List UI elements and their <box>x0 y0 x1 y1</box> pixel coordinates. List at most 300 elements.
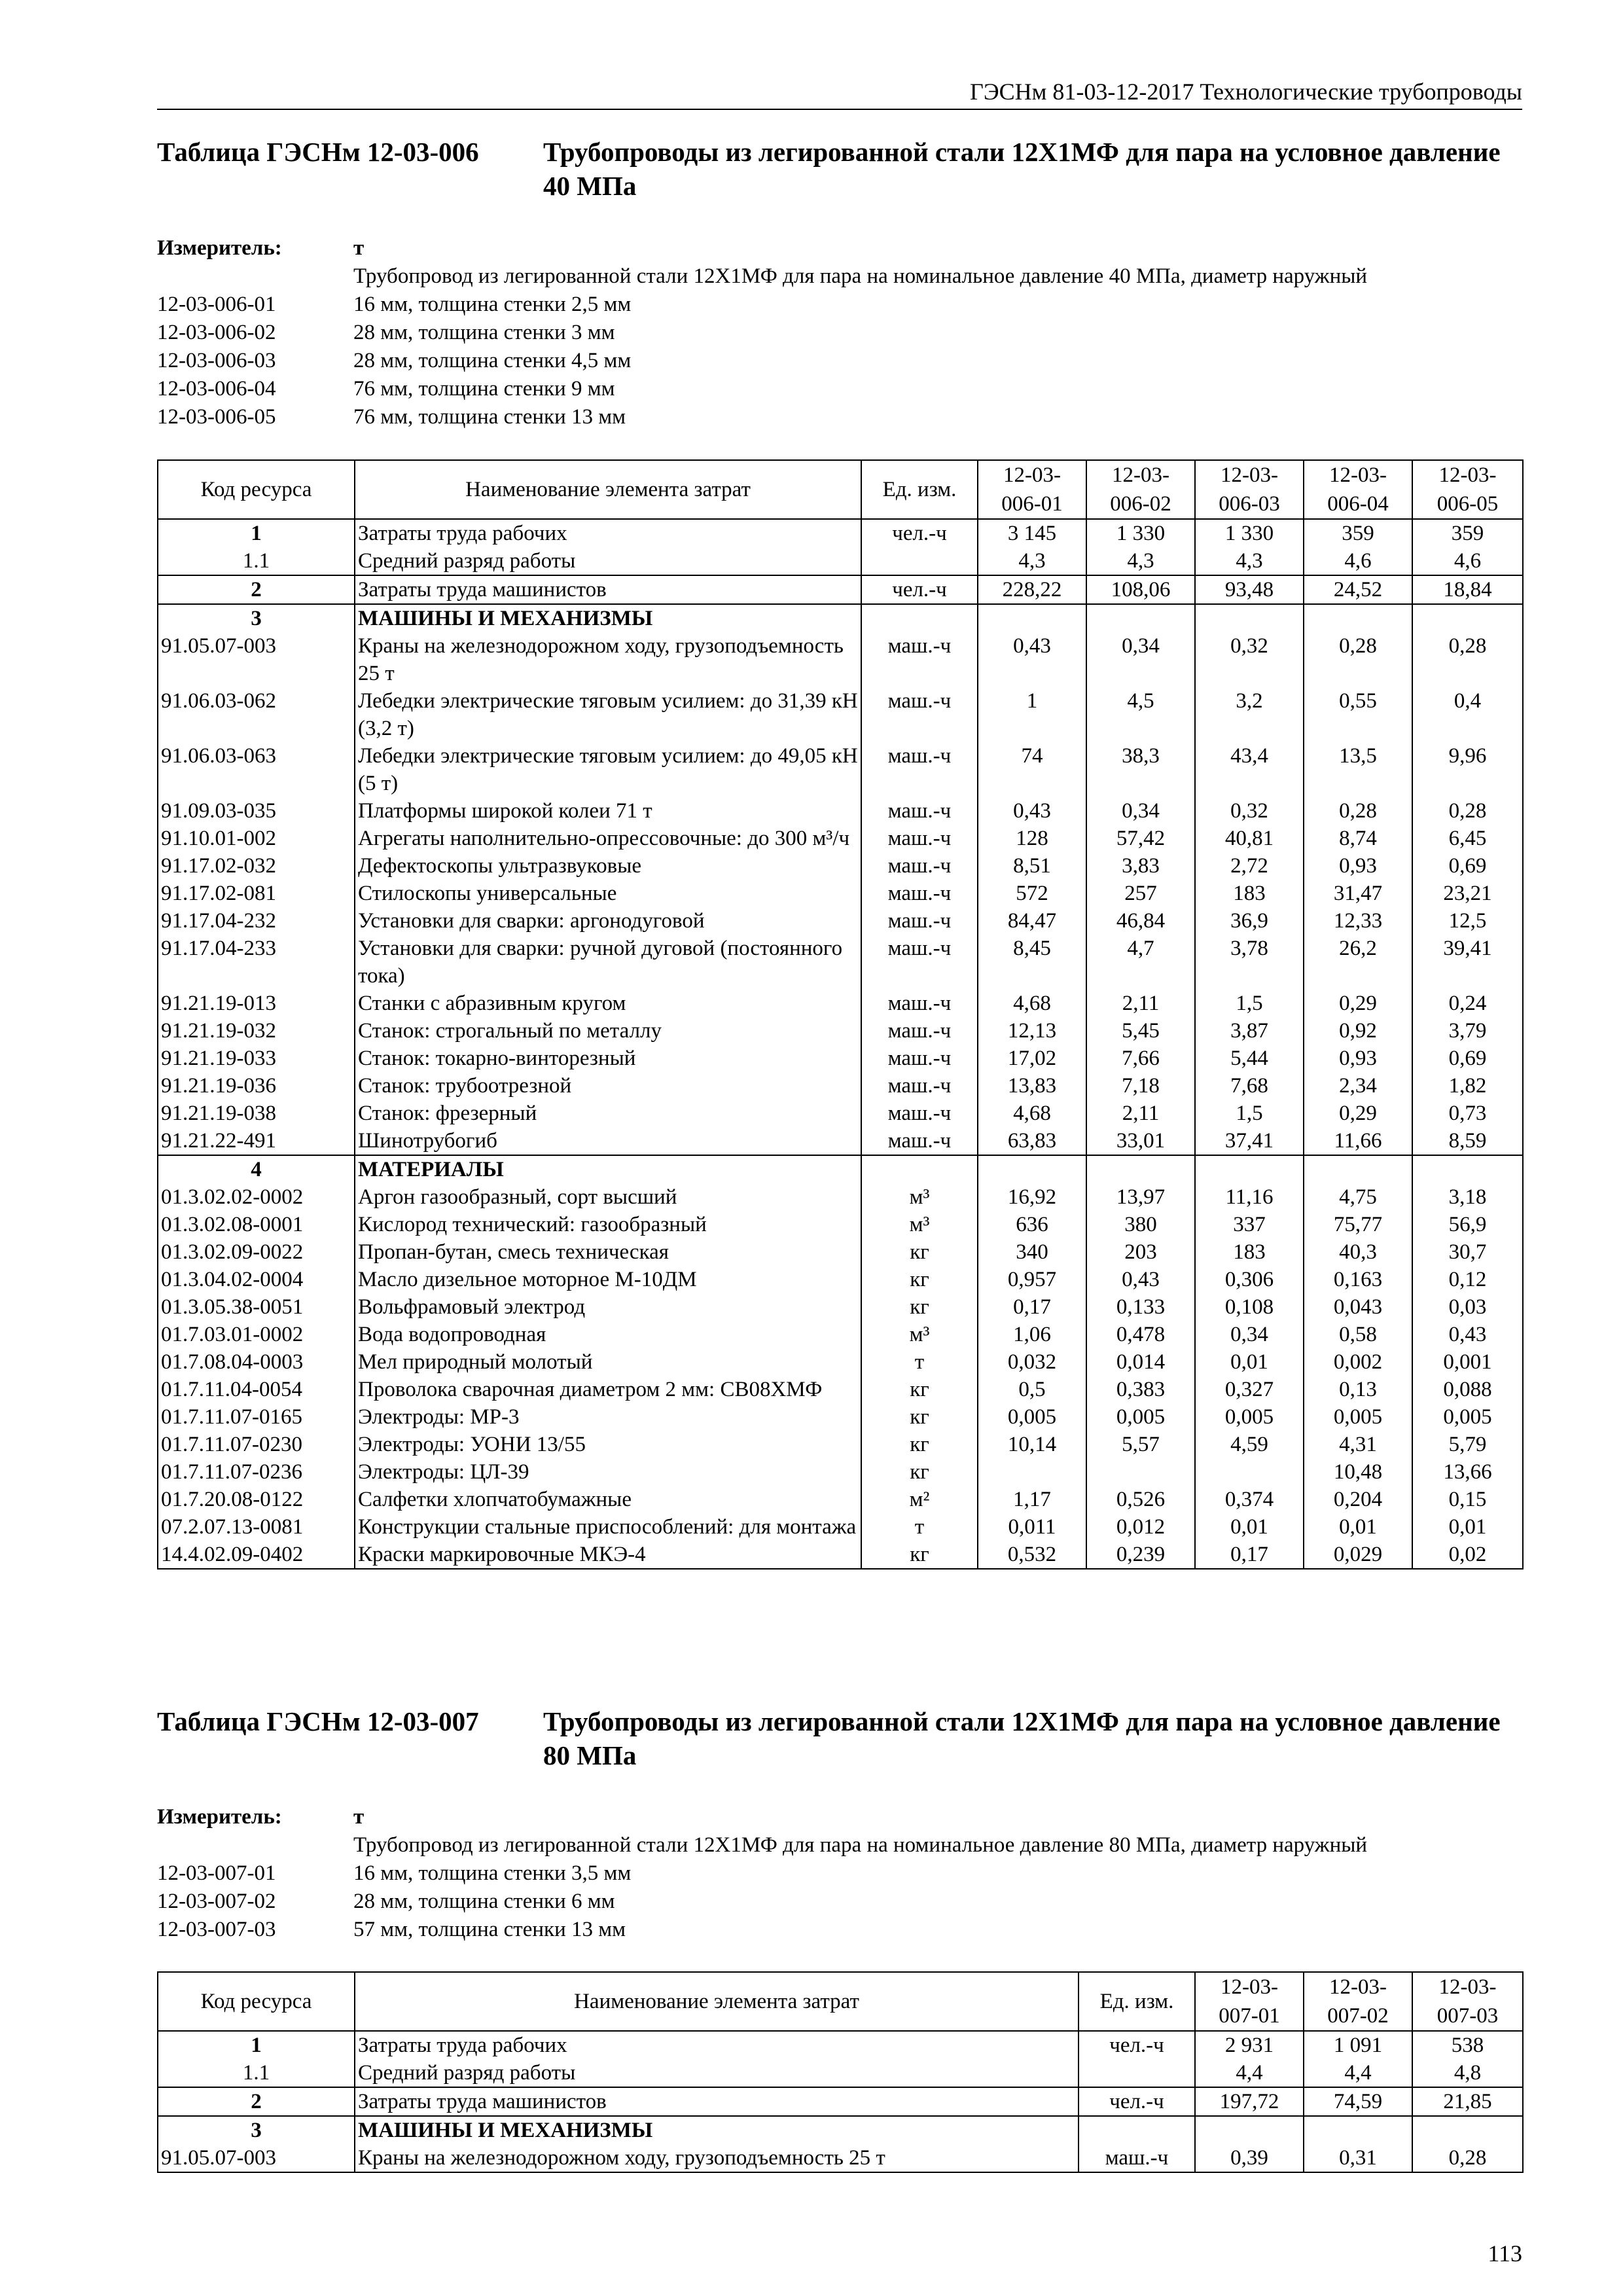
table-row <box>158 1293 1523 1321</box>
resource-unit: кг <box>861 1431 978 1458</box>
resource-code: 01.7.11.07-0165 <box>158 1403 355 1431</box>
resource-value: 4,75 <box>1304 1183 1412 1211</box>
table-row <box>158 1127 1523 1155</box>
resource-value: 0,014 <box>1086 1348 1195 1376</box>
resource-code: 01.3.02.02-0002 <box>158 1183 355 1211</box>
table-row <box>158 1321 1523 1348</box>
resource-value: 359 <box>1304 519 1412 547</box>
resource-value: 93,48 <box>1195 575 1304 604</box>
resource-value: 0,17 <box>978 1293 1086 1321</box>
resource-value: 0,28 <box>1412 797 1523 825</box>
norm-item <box>157 403 1522 431</box>
norm-code: 12-03-006-02 <box>157 321 276 344</box>
resource-value: 0,005 <box>1195 1403 1304 1431</box>
norm-item <box>157 1916 1522 1944</box>
resource-value: 2,11 <box>1086 1100 1195 1127</box>
resource-value: 8,74 <box>1304 825 1412 852</box>
resource-unit: т <box>861 1513 978 1541</box>
resource-code: 91.17.02-081 <box>158 880 355 907</box>
resource-value: 23,21 <box>1412 880 1523 907</box>
measure-label: Измеритель: <box>157 236 282 260</box>
resource-value: 0,108 <box>1195 1293 1304 1321</box>
norm-text: 76 мм, толщина стенки 13 мм <box>353 405 626 429</box>
resource-unit: маш.-ч <box>861 742 978 797</box>
table-row <box>158 1403 1523 1431</box>
resource-value: 5,57 <box>1086 1431 1195 1458</box>
resource-value: 13,66 <box>1412 1458 1523 1486</box>
resource-value: 0,73 <box>1412 1100 1523 1127</box>
resource-value: 0,69 <box>1412 852 1523 880</box>
norm-code: 12-03-006-04 <box>157 377 276 401</box>
resource-code: 01.7.03.01-0002 <box>158 1321 355 1348</box>
resource-code: 91.17.04-233 <box>158 935 355 990</box>
resource-value: 0,005 <box>1412 1403 1523 1431</box>
resource-value: 0,02 <box>1412 1541 1523 1569</box>
resource-value: 13,5 <box>1304 742 1412 797</box>
resource-unit: кг <box>861 1541 978 1569</box>
resource-name: Платформы широкой колеи 71 т <box>355 797 861 825</box>
resource-value: 4,68 <box>978 990 1086 1017</box>
table-row <box>158 1017 1523 1045</box>
resource-code: 91.05.07-003 <box>158 632 355 687</box>
resource-name: Затраты труда машинистов <box>355 2087 1079 2116</box>
resource-value: 183 <box>1195 1238 1304 1266</box>
resource-value: 197,72 <box>1195 2087 1304 2116</box>
resource-unit: чел.-ч <box>861 575 978 604</box>
resource-value: 0,532 <box>978 1541 1086 1569</box>
norm-text: 76 мм, толщина стенки 9 мм <box>353 377 615 401</box>
resource-name: Лебедки электрические тяговым усилием: до 49,05 кН (5 т) <box>355 742 861 797</box>
resource-value: 0,34 <box>1086 632 1195 687</box>
resource-name: Масло дизельное моторное М-10ДМ <box>355 1266 861 1293</box>
resource-code: 1.1 <box>158 2059 355 2087</box>
measure-description-row <box>157 262 1522 291</box>
resource-code: 91.06.03-063 <box>158 742 355 797</box>
resource-unit: маш.-ч <box>861 797 978 825</box>
resource-unit: кг <box>861 1376 978 1403</box>
norm-code: 12-03-006-01 <box>157 293 276 316</box>
header-norm-column: 12-03- 007-02 <box>1304 1972 1412 2031</box>
resource-unit: м³ <box>861 1183 978 1211</box>
norm-code: 12-03-007-02 <box>157 1890 276 1913</box>
resource-unit: чел.-ч <box>1079 2087 1195 2116</box>
resource-value: 1,17 <box>978 1486 1086 1513</box>
table-name: Трубопроводы из легированной стали 12Х1МФ для пара на условное давление 80 МПа <box>543 1706 1501 1770</box>
resource-value: 37,41 <box>1195 1127 1304 1155</box>
resource-value: 8,51 <box>978 852 1086 880</box>
resource-name: Станок: токарно-винторезный <box>355 1045 861 1072</box>
resource-value: 108,06 <box>1086 575 1195 604</box>
measure-unit: т <box>353 1805 365 1829</box>
resource-value: 1 091 <box>1304 2031 1412 2059</box>
resource-value: 10,14 <box>978 1431 1086 1458</box>
resource-code: 2 <box>158 575 355 604</box>
resource-value: 636 <box>978 1211 1086 1238</box>
resource-value: 0,204 <box>1304 1486 1412 1513</box>
measure-spacer <box>157 262 353 291</box>
resource-value: 0,28 <box>1304 632 1412 687</box>
resource-value: 24,52 <box>1304 575 1412 604</box>
resource-unit: маш.-ч <box>861 825 978 852</box>
resource-code: 91.21.19-013 <box>158 990 355 1017</box>
resource-name: Установки для сварки: ручной дуговой (постоянного тока) <box>355 935 861 990</box>
norm-text: 28 мм, толщина стенки 4,5 мм <box>353 349 632 372</box>
resource-value: 4,4 <box>1304 2059 1412 2087</box>
resource-value: 0,28 <box>1412 2144 1523 2172</box>
resource-unit: маш.-ч <box>861 935 978 990</box>
resource-name: Стилоскопы универсальные <box>355 880 861 907</box>
resource-code: 3 <box>158 2116 355 2144</box>
resource-value: 0,526 <box>1086 1486 1195 1513</box>
resource-unit: м³ <box>861 1321 978 1348</box>
resource-value: 3,2 <box>1195 687 1304 742</box>
resource-value: 4,3 <box>1086 547 1195 575</box>
norm-item <box>157 319 1522 347</box>
resource-value: 3,83 <box>1086 852 1195 880</box>
resource-value: 9,96 <box>1412 742 1523 797</box>
resource-value: 380 <box>1086 1211 1195 1238</box>
resource-value: 4,68 <box>978 1100 1086 1127</box>
resource-value: 84,47 <box>978 907 1086 935</box>
resource-value: 0,24 <box>1412 990 1523 1017</box>
page-number: 113 <box>1488 2240 1522 2267</box>
resource-name: Средний разряд работы <box>355 2059 1079 2087</box>
resource-code: 01.3.05.38-0051 <box>158 1293 355 1321</box>
resource-value: 0,001 <box>1412 1348 1523 1376</box>
resource-value: 0,03 <box>1412 1293 1523 1321</box>
table-row <box>158 547 1523 575</box>
resource-value: 4,59 <box>1195 1431 1304 1458</box>
resource-value: 0,957 <box>978 1266 1086 1293</box>
resource-value: 1,06 <box>978 1321 1086 1348</box>
header-code: Код ресурса <box>158 1972 355 2031</box>
resource-code: 2 <box>158 2087 355 2116</box>
resource-value: 2 931 <box>1195 2031 1304 2059</box>
resource-value <box>978 1458 1086 1486</box>
resource-value: 572 <box>978 880 1086 907</box>
resource-value: 0,12 <box>1412 1266 1523 1293</box>
resource-value: 0,383 <box>1086 1376 1195 1403</box>
resource-value: 13,97 <box>1086 1183 1195 1211</box>
resource-unit: кг <box>861 1293 978 1321</box>
resource-name: Аргон газообразный, сорт высший <box>355 1183 861 1211</box>
resource-value: 0,239 <box>1086 1541 1195 1569</box>
header-norm-column: 12-03- 007-01 <box>1195 1972 1304 2031</box>
resource-value: 0,327 <box>1195 1376 1304 1403</box>
resource-value: 4,5 <box>1086 687 1195 742</box>
resource-value: 0,002 <box>1304 1348 1412 1376</box>
table-row <box>158 2144 1523 2172</box>
header-row <box>158 1972 1523 2031</box>
resource-value: 5,44 <box>1195 1045 1304 1072</box>
resource-name: Вольфрамовый электрод <box>355 1293 861 1321</box>
norm-item <box>157 1859 1522 1888</box>
resource-unit <box>861 547 978 575</box>
header-norm-column: 12-03- 006-03 <box>1195 460 1304 519</box>
resource-value: 228,22 <box>978 575 1086 604</box>
table-row <box>158 575 1523 604</box>
resource-value: 3,78 <box>1195 935 1304 990</box>
header-row <box>158 460 1523 519</box>
resource-value: 0,005 <box>978 1403 1086 1431</box>
resource-value: 0,478 <box>1086 1321 1195 1348</box>
resource-value: 0,011 <box>978 1513 1086 1541</box>
resource-name: Станки с абразивным кругом <box>355 990 861 1017</box>
resource-value: 40,81 <box>1195 825 1304 852</box>
resource-code: 91.09.03-035 <box>158 797 355 825</box>
resource-code: 07.2.07.13-0081 <box>158 1513 355 1541</box>
resource-value: 0,163 <box>1304 1266 1412 1293</box>
resource-value: 57,42 <box>1086 825 1195 852</box>
resource-name: Краски маркировочные МКЭ-4 <box>355 1541 861 1569</box>
resource-value: 39,41 <box>1412 935 1523 990</box>
resource-unit: маш.-ч <box>861 880 978 907</box>
table-row <box>158 1486 1523 1513</box>
table-row <box>158 1266 1523 1293</box>
resource-name: Средний разряд работы <box>355 547 861 575</box>
norm-code: 12-03-007-01 <box>157 1861 276 1885</box>
resource-value: 30,7 <box>1412 1238 1523 1266</box>
resource-name: МАШИНЫ И МЕХАНИЗМЫ <box>355 604 861 632</box>
resource-code: 01.7.20.08-0122 <box>158 1486 355 1513</box>
norm-text: 57 мм, толщина стенки 13 мм <box>353 1918 626 1941</box>
resource-code: 1.1 <box>158 547 355 575</box>
resource-code: 91.21.19-036 <box>158 1072 355 1100</box>
resource-value: 340 <box>978 1238 1086 1266</box>
resource-value: 0,93 <box>1304 1045 1412 1072</box>
resource-value: 0,93 <box>1304 852 1412 880</box>
table-row <box>158 2116 1523 2144</box>
resource-name: МАШИНЫ И МЕХАНИЗМЫ <box>355 2116 1079 2144</box>
table-row <box>158 1155 1523 1183</box>
resource-value: 1 330 <box>1086 519 1195 547</box>
header-name: Наименование элемента затрат <box>355 1972 1079 2031</box>
resource-value: 17,02 <box>978 1045 1086 1072</box>
resource-value: 0,005 <box>1304 1403 1412 1431</box>
resource-code: 01.7.08.04-0003 <box>158 1348 355 1376</box>
resource-unit: маш.-ч <box>861 990 978 1017</box>
resource-value: 6,45 <box>1412 825 1523 852</box>
resource-value: 7,68 <box>1195 1072 1304 1100</box>
resource-unit: маш.-ч <box>861 852 978 880</box>
table-row <box>158 852 1523 880</box>
measure-description: Трубопровод из легированной стали 12Х1МФ для пара на номинальное давление 40 МПа, диаметр наружный <box>353 264 1368 288</box>
resource-unit: маш.-ч <box>861 1017 978 1045</box>
resource-code: 91.10.01-002 <box>158 825 355 852</box>
resource-value: 18,84 <box>1412 575 1523 604</box>
resource-value: 337 <box>1195 1211 1304 1238</box>
resource-unit: кг <box>861 1458 978 1486</box>
resource-value: 4,3 <box>1195 547 1304 575</box>
resource-value: 3,87 <box>1195 1017 1304 1045</box>
table-code: Таблица ГЭСНм 12-03-006 <box>157 137 479 167</box>
resource-unit: маш.-ч <box>861 1100 978 1127</box>
resource-value: 0,01 <box>1304 1513 1412 1541</box>
resource-value: 0,43 <box>1412 1321 1523 1348</box>
resource-code: 01.7.11.04-0054 <box>158 1376 355 1403</box>
table-row <box>158 1072 1523 1100</box>
resource-code: 91.17.02-032 <box>158 852 355 880</box>
resource-value: 0,01 <box>1412 1513 1523 1541</box>
resource-code: 3 <box>158 604 355 632</box>
resource-unit: чел.-ч <box>861 519 978 547</box>
header-name: Наименование элемента затрат <box>355 460 861 519</box>
resource-name: Кислород технический: газообразный <box>355 1211 861 1238</box>
resource-unit <box>1079 2116 1195 2144</box>
resource-value: 4,7 <box>1086 935 1195 990</box>
resource-value: 12,13 <box>978 1017 1086 1045</box>
table-row <box>158 2031 1523 2059</box>
resource-unit: маш.-ч <box>861 1127 978 1155</box>
resource-value: 21,85 <box>1412 2087 1523 2116</box>
resource-value: 26,2 <box>1304 935 1412 990</box>
resource-name: Краны на железнодорожном ходу, грузоподъемность 25 т <box>355 2144 1079 2172</box>
resource-value: 74 <box>978 742 1086 797</box>
table-row <box>158 1045 1523 1072</box>
resource-value: 0,17 <box>1195 1541 1304 1569</box>
header-unit: Ед. изм. <box>861 460 978 519</box>
measure-block-006 <box>157 234 1522 431</box>
measure-description-row <box>157 1831 1522 1859</box>
resource-value <box>1086 1458 1195 1486</box>
resource-name: Дефектоскопы ультразвуковые <box>355 852 861 880</box>
resource-name: Агрегаты наполнительно-опрессовочные: до 300 м³/ч <box>355 825 861 852</box>
resource-value: 0,133 <box>1086 1293 1195 1321</box>
resource-value: 0,032 <box>978 1348 1086 1376</box>
resource-value: 8,59 <box>1412 1127 1523 1155</box>
table-row <box>158 1376 1523 1403</box>
resource-name: Установки для сварки: аргонодуговой <box>355 907 861 935</box>
resource-value: 1,5 <box>1195 1100 1304 1127</box>
resource-unit: кг <box>861 1403 978 1431</box>
resource-value: 40,3 <box>1304 1238 1412 1266</box>
resource-value: 31,47 <box>1304 880 1412 907</box>
resource-value: 0,01 <box>1195 1513 1304 1541</box>
resource-value: 359 <box>1412 519 1523 547</box>
resource-value: 0,43 <box>1086 1266 1195 1293</box>
resource-value <box>1304 2116 1412 2144</box>
resource-unit: маш.-ч <box>861 1045 978 1072</box>
header-norm-column: 12-03- 006-04 <box>1304 460 1412 519</box>
resource-table-007 <box>157 1971 1524 2173</box>
table-row <box>158 1513 1523 1541</box>
resource-value: 10,48 <box>1304 1458 1412 1486</box>
resource-value: 0,92 <box>1304 1017 1412 1045</box>
norm-text: 16 мм, толщина стенки 3,5 мм <box>353 1861 632 1885</box>
resource-value: 0,01 <box>1195 1348 1304 1376</box>
resource-value: 75,77 <box>1304 1211 1412 1238</box>
resource-code: 91.21.19-033 <box>158 1045 355 1072</box>
table-row <box>158 797 1523 825</box>
resource-value <box>1304 1155 1412 1183</box>
resource-value: 4,6 <box>1304 547 1412 575</box>
norm-text: 28 мм, толщина стенки 3 мм <box>353 321 615 344</box>
resource-value: 12,5 <box>1412 907 1523 935</box>
measure-block-007 <box>157 1803 1522 1944</box>
header-norm-column: 12-03- 006-05 <box>1412 460 1523 519</box>
resource-value <box>1412 604 1523 632</box>
resource-value: 11,66 <box>1304 1127 1412 1155</box>
resource-unit: маш.-ч <box>861 632 978 687</box>
table-row <box>158 907 1523 935</box>
resource-code: 01.3.02.08-0001 <box>158 1211 355 1238</box>
header-unit: Ед. изм. <box>1079 1972 1195 2031</box>
norm-item <box>157 375 1522 403</box>
resource-value <box>1195 2116 1304 2144</box>
resource-value <box>1195 604 1304 632</box>
resource-name: Затраты труда машинистов <box>355 575 861 604</box>
resource-value: 5,45 <box>1086 1017 1195 1045</box>
table-row <box>158 742 1523 797</box>
resource-value: 33,01 <box>1086 1127 1195 1155</box>
resource-value: 74,59 <box>1304 2087 1412 2116</box>
resource-value: 0,58 <box>1304 1321 1412 1348</box>
resource-value <box>1195 1458 1304 1486</box>
header-code: Код ресурса <box>158 460 355 519</box>
norm-text: 16 мм, толщина стенки 2,5 мм <box>353 293 632 316</box>
resource-value: 0,5 <box>978 1376 1086 1403</box>
resource-code: 91.21.19-032 <box>158 1017 355 1045</box>
resource-value: 4,31 <box>1304 1431 1412 1458</box>
resource-value: 0,32 <box>1195 797 1304 825</box>
resource-code: 14.4.02.09-0402 <box>158 1541 355 1569</box>
resource-value: 7,18 <box>1086 1072 1195 1100</box>
resource-name: Вода водопроводная <box>355 1321 861 1348</box>
resource-value: 1 330 <box>1195 519 1304 547</box>
table-row <box>158 990 1523 1017</box>
table-row <box>158 1458 1523 1486</box>
header-norm-column: 12-03- 006-01 <box>978 460 1086 519</box>
resource-value: 4,6 <box>1412 547 1523 575</box>
resource-value: 0,28 <box>1412 632 1523 687</box>
resource-name: Электроды: МР-3 <box>355 1403 861 1431</box>
resource-value <box>1086 1155 1195 1183</box>
resource-value: 11,16 <box>1195 1183 1304 1211</box>
norm-code: 12-03-006-05 <box>157 405 276 429</box>
running-header: ГЭСНм 81-03-12-2017 Технологические трубопроводы <box>157 77 1522 110</box>
resource-value: 0,69 <box>1412 1045 1523 1072</box>
resource-value: 0,55 <box>1304 687 1412 742</box>
table-row <box>158 2059 1523 2087</box>
resource-table-006 <box>157 459 1524 1570</box>
resource-value: 203 <box>1086 1238 1195 1266</box>
resource-value <box>1195 1155 1304 1183</box>
resource-name: Станок: трубоотрезной <box>355 1072 861 1100</box>
table-name: Трубопроводы из легированной стали 12Х1МФ для пара на условное давление 40 МПа <box>543 137 1501 201</box>
table-row <box>158 1541 1523 1569</box>
resource-value: 3,18 <box>1412 1183 1523 1211</box>
resource-name: МАТЕРИАЛЫ <box>355 1155 861 1183</box>
resource-value: 1,82 <box>1412 1072 1523 1100</box>
resource-value: 2,34 <box>1304 1072 1412 1100</box>
norm-item <box>157 291 1522 319</box>
resource-value: 257 <box>1086 880 1195 907</box>
resource-value: 0,34 <box>1195 1321 1304 1348</box>
resource-name: Затраты труда рабочих <box>355 2031 1079 2059</box>
resource-value: 0,43 <box>978 632 1086 687</box>
resource-value: 2,72 <box>1195 852 1304 880</box>
resource-code: 01.3.02.09-0022 <box>158 1238 355 1266</box>
table-row <box>158 880 1523 907</box>
resource-unit: м³ <box>861 1211 978 1238</box>
resource-value <box>978 1155 1086 1183</box>
table-row <box>158 825 1523 852</box>
measure-label: Измеритель: <box>157 1805 282 1829</box>
resource-value: 4,3 <box>978 547 1086 575</box>
resource-name: Конструкции стальные приспособлений: для монтажа <box>355 1513 861 1541</box>
resource-code: 1 <box>158 519 355 547</box>
resource-unit: м² <box>861 1486 978 1513</box>
